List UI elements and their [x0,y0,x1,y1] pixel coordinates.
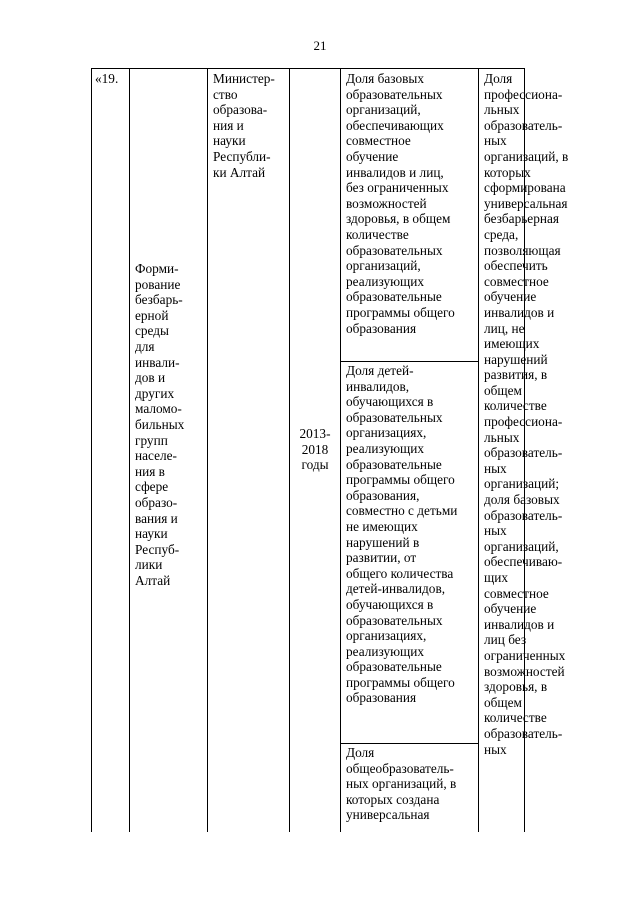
indicator-3: Доля общеобразователь- ных организаций, в которых создана универсальная [346,745,457,823]
indicator-1: Доля базовых образовательных организаций, обеспечивающих совместное обучение инвалидов и лиц, без ограниченных возможностей здоровья, в общем количестве образовательных организаций, реализующих образовательные программы общего образования [346,71,455,336]
column-divider-1 [129,68,130,832]
expected-result: Доля профессиона- льных образователь- ных организаций, в которых сформирована универсальная безбарьерная среда, позволяющая обеспечить совместное обучение инвалидов и лиц, не имеющих нарушений развития, в общем количестве профессиона- льных образователь- ных организаций; доля базовых образователь- ных организаций, обеспечиваю- щих совместное обучение инвалидов и лиц без ограниченных возможностей здоровья, в общем количестве образователь- ных [484,71,569,757]
indicator-divider-1 [340,361,478,362]
row-number: «19. [95,71,119,86]
column-divider-4 [340,68,341,832]
column-divider-5 [478,68,479,832]
table-border-left [91,68,92,832]
period: 2013- 2018 годы [299,426,331,473]
indicator-divider-2 [340,743,478,744]
event-name: Форми- рование безбарь- ерной среды для инвали- дов и других маломо- бильных групп населе- ния в сфере образо- вания и науки Респуб- лики Алтай [135,261,185,588]
page-number: 21 [313,38,327,53]
table-top-border [91,68,524,69]
executor: Министер- ство образова- ния и науки Республи- ки Алтай [213,71,275,180]
indicator-2: Доля детей- инвалидов, обучающихся в образовательных организациях, реализующих образовательные программы общего образования, совместно с детьми не имеющих нарушений в развитии, от общего количества детей-инвалидов, обучающихся в образовательных организациях, реализующих образовательные программы общего образования [346,363,458,706]
column-divider-3 [289,68,290,832]
column-divider-2 [207,68,208,832]
